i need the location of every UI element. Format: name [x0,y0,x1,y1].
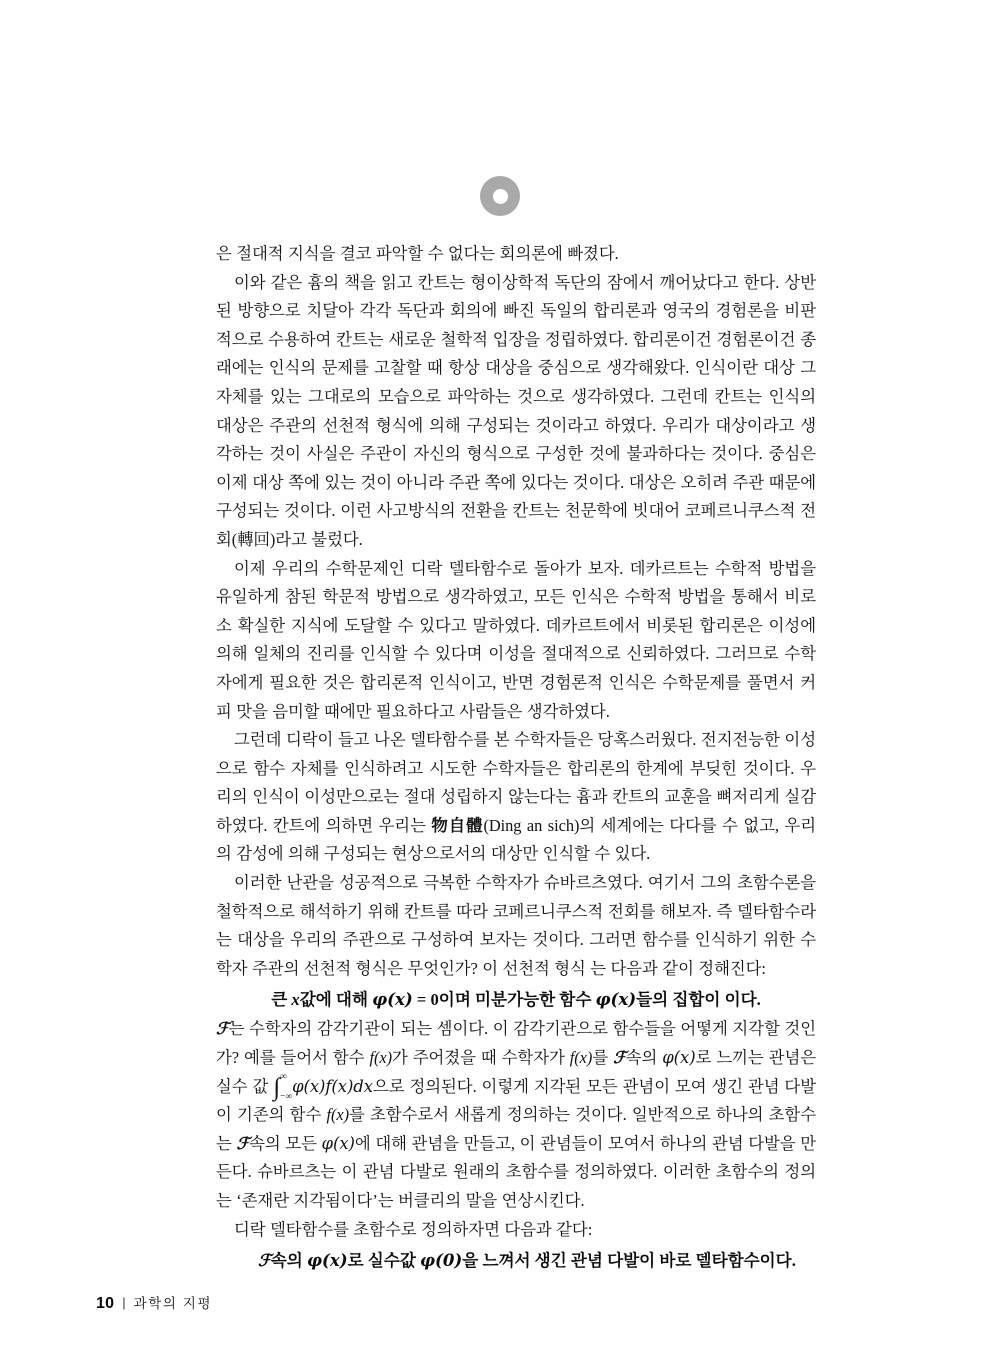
formula2-phi-zero: φ(0) [420,1250,463,1271]
display-formula-1 [216,984,816,1015]
function-fx-2: f(x) [569,1048,593,1068]
page-footer [96,1292,212,1313]
ring-ornament-icon [480,176,520,216]
paragraph-4-text-a: 그런데 디락이 들고 나온 델타함수를 본 수학자들은 당혹스러웠다. 전지전능한 이성으로 함수 자체를 인식하려고 시도한 수학자들은 합리론의 한계에 부딪힌 것이다. 우리의 인식이 이성만으로는 절대 성립하지 않는다는 흄과 칸트의 교훈을 뼈저리게 실감하였다. 칸트에 의하면 우리는 [216,730,816,835]
formula1-text-4: 이며 미분가능한 함수 [438,990,596,1010]
paragraph-6-text-f: 으로 정의된다. 이렇게 지각된 모든 관념이 모여 생긴 관념 다발이 기존의 함수 [216,1076,816,1125]
paragraph-2: 이와 같은 흄의 책을 읽고 칸트는 형이상학적 독단의 잠에서 깨어났다고 한다. 상반된 방향으로 치달아 각각 독단과 회의에 빠진 독일의 합리론과 영국의 경험론을 비판적으로 수용하여 칸트는 새로운 철학적 입장을 정립하였다. 합리론이건 경험론이건 종래에는 인식의 문제를 고찰할 때 항상 대상을 중심으로 생각해왔다. 인식이란 대상 그 자체를 있는 그대로의 모습으로 파악하는 것으로 생각하였다. 그런데 칸트는 인식의 대상은 주관의 선천적 형식에 의해 구성되는 것이라고 하였다. 우리가 대상이라고 생각하는 것이 사실은 주관이 자신의 형식으로 구성한 것에 불과하다는 것이다. 중심은 이제 대상 쪽에 있는 것이 아니라 주관 쪽에 있다는 것이다. 대상은 오히려 주관 때문에 구성되는 것이다. 이런 사고방식의 전환을 칸트는 천문학에 빗대어 코페르니쿠스적 전회(轉回)라고 불렀다. [216,272,816,549]
formula1-phi-1: φ(x) [372,989,413,1010]
paragraph-5: 이러한 난관을 성공적으로 극복한 수학자가 슈바르츠였다. 여기서 그의 초함수론을 철학적으로 해석하기 위해 칸트를 따라 코페르니쿠스적 전회를 해보자. 즉 델타함수라는 대상을 우리의 주관으로 구성하여 보자는 것이다. 그러면 함수를 인식하기 위한 수학자 주관의 선천적 형식은 무엇인가? 이 선천적 형식 는 다음과 같이 정해진다: [216,873,816,978]
hanja-mul: 物 [431,815,449,835]
integral-limits [280,1071,293,1102]
paragraph-4-text-c: 의 세계에는 다다를 수 없고, 우리의 감성에 의해 구성되는 현상으로서의 대상만 인식할 수 있다. [216,815,816,864]
paragraph-6-text-i: 에 대해 관념을 만들고, 이 관념들이 모여서 하나의 관념 다발을 만든다. 슈바르츠는 이 관념 다발로 원래의 초함수를 정의하였다. 이러한 초함수의 정의는 ‘존재란 지각됨이다’는 버클리의 말을 연상시킨다. [216,1133,817,1210]
integral-expression [273,1073,373,1102]
formula1-text-2: 값에 대해 [299,990,373,1010]
formula2-text-3: 을 느껴서 생긴 관념 다발이 바로 델타함수이다. [462,1251,796,1271]
phi-x-inline-2: φ(x) [321,1133,355,1153]
page-number: 10 [96,1295,115,1312]
function-fx-1: f(x) [369,1048,392,1068]
function-fx-3: f(x) [326,1105,350,1125]
ding-an-sich-gloss: (Ding an sich) [483,815,580,835]
footer-divider: | [122,1295,126,1310]
hanja-jache: 自體 [448,815,484,835]
ring-ornament-hole [493,189,508,204]
formula1-text-5: 들의 집합이 이다. [636,990,761,1010]
phi-x-inline-1: φ(x) [662,1048,696,1068]
integral-sign: ∫ [273,1073,281,1101]
formula2-text-2: 로 실수값 [347,1251,420,1271]
paragraph-3: 이제 우리의 수학문제인 디락 델타함수로 돌아가 보자. 데카르트는 수학적 방법을 유일하게 참된 학문적 방법으로 생각하였고, 모든 인식은 수학적 방법을 통해서 비로소 확실한 지식에 도달할 수 있다고 말하였다. 데카르트에서 비롯된 합리론은 이성에 의해 일체의 진리를 인식할 수 있다며 이성을 절대적으로 신뢰하였다. 그러므로 수학자에게 필요한 것은 합리론적 인식이고, 반면 경험론적 인식은 수학문제를 풀면서 커피 맛을 음미할 때에만 필요하다고 사람들은 생각하였다. [216,558,816,721]
display-formula-2 [216,1245,816,1276]
text-column [216,240,816,1276]
paragraph-6-text-h: 속의 모든 [249,1133,322,1153]
script-f-symbol-3: ℱ [236,1133,250,1153]
footer-book-title: 과학의 지평 [133,1296,213,1311]
script-f-symbol-1: ℱ [216,1019,229,1039]
formula1-phi-2: φ(x) [595,989,637,1010]
paragraph-6-text-e: 로 느끼는 관념은 실수 값 [216,1048,817,1096]
paragraph-6-text-g: 를 초함수로서 새롭게 정의하는 것이다. 일반적으로 하나의 초함수는 [216,1105,816,1153]
section-ornament [0,176,1000,216]
formula2-text-1: 속의 [270,1251,307,1271]
integral-upper-limit: ∞ [280,1071,287,1082]
formula2-phi-x: φ(x) [306,1250,348,1271]
formula1-text-1: 큰 [271,990,292,1010]
paragraph-6-text-d: 속의 [625,1048,663,1068]
paragraph-1: 은 절대적 지식을 결코 파악할 수 없다는 회의론에 빠졌다. [216,244,619,263]
formula2-script-f: ℱ [258,1250,271,1271]
integral-lower-limit: −∞ [280,1091,293,1102]
paragraph-6-text-c: 를 [592,1048,614,1068]
paragraph-6-text-b: 가 주어졌을 때 수학자가 [391,1048,570,1068]
paragraph-7: 디락 델타함수를 초함수로 정의하자면 다음과 같다: [234,1219,593,1239]
paragraph-6 [216,1015,816,1215]
integrand: φ(x)f(x)dx [292,1076,373,1096]
paragraph-6-text-a: 는 수학자의 감각기관이 되는 셈이다. 이 감각기관으로 함수들을 어떻게 지각할 것인가? 예를 들어서 함수 [216,1019,816,1068]
formula1-text-3: = 0 [412,990,439,1010]
paragraph-4 [216,726,816,869]
formula1-var-x: x [291,990,300,1010]
script-f-symbol-2: ℱ [613,1048,626,1068]
